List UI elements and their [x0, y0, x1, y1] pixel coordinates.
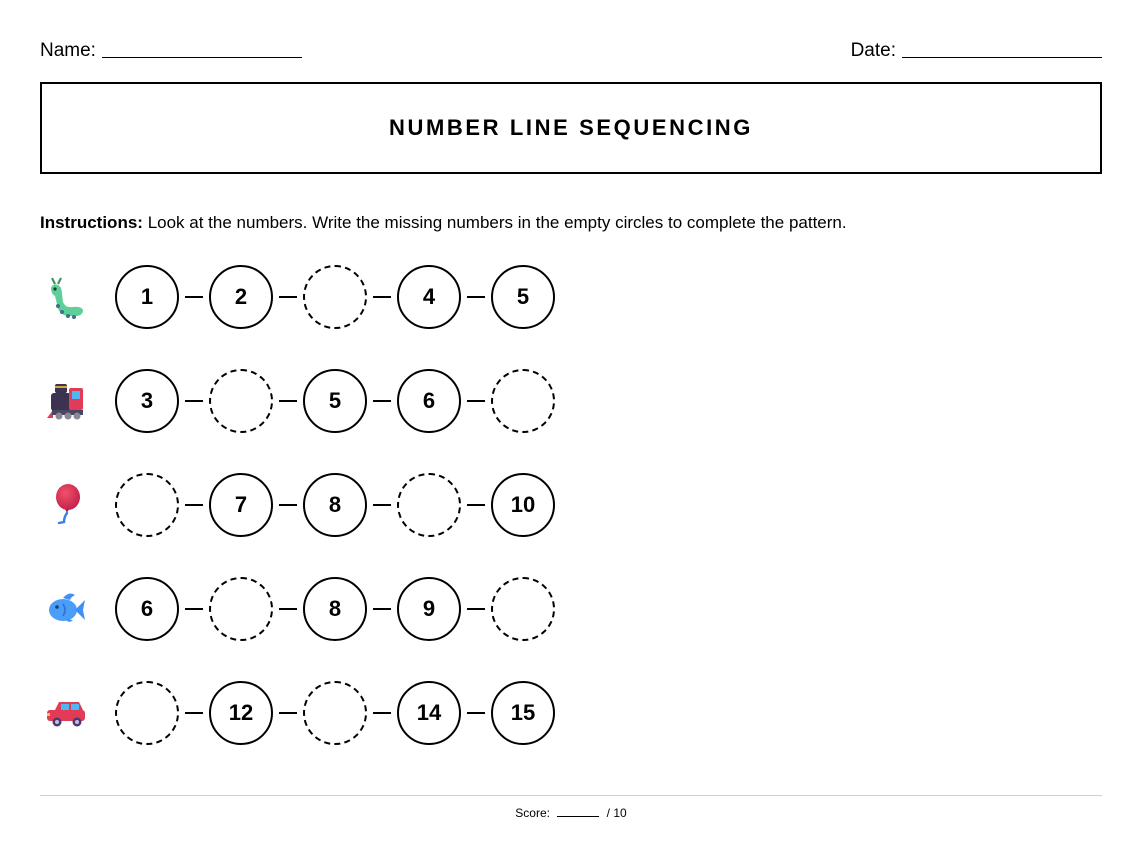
- fish-icon: [40, 583, 92, 635]
- connector-line: [279, 296, 297, 298]
- empty-answer-circle[interactable]: [303, 681, 367, 745]
- score-line: [0, 806, 1142, 820]
- empty-answer-circle[interactable]: [303, 265, 367, 329]
- balloon-icon: [40, 479, 92, 531]
- empty-answer-circle[interactable]: [209, 577, 273, 641]
- number-circle: 10: [491, 473, 555, 537]
- footer-divider: [40, 795, 1102, 796]
- number-circle: 14: [397, 681, 461, 745]
- number-circle: 6: [397, 369, 461, 433]
- number-circle: 5: [491, 265, 555, 329]
- connector-line: [373, 296, 391, 298]
- number-circle: 7: [209, 473, 273, 537]
- number-circle: 9: [397, 577, 461, 641]
- connector-line: [373, 712, 391, 714]
- connector-line: [373, 400, 391, 402]
- empty-answer-circle[interactable]: [491, 369, 555, 433]
- connector-line: [185, 712, 203, 714]
- number-circle: 12: [209, 681, 273, 745]
- connector-line: [467, 400, 485, 402]
- number-circle: 8: [303, 473, 367, 537]
- score-label: Score:: [515, 806, 550, 820]
- instructions-label: Instructions:: [40, 213, 143, 232]
- connector-line: [467, 712, 485, 714]
- name-blank[interactable]: [102, 56, 302, 58]
- caterpillar-icon: [40, 271, 92, 323]
- number-circle: 15: [491, 681, 555, 745]
- header: [40, 38, 1102, 62]
- connector-line: [279, 712, 297, 714]
- sequence-row: [40, 368, 555, 434]
- connector-line: [467, 504, 485, 506]
- name-field: [40, 40, 302, 62]
- empty-answer-circle[interactable]: [209, 369, 273, 433]
- sequence-row: [40, 576, 555, 642]
- car-icon: [40, 687, 92, 739]
- connector-line: [373, 608, 391, 610]
- number-circle: 1: [115, 265, 179, 329]
- connector-line: [185, 608, 203, 610]
- number-circle: 8: [303, 577, 367, 641]
- date-field: [851, 40, 1102, 62]
- sequence-row: [40, 264, 555, 330]
- empty-answer-circle[interactable]: [115, 681, 179, 745]
- instructions-text: Look at the numbers. Write the missing numbers in the empty circles to complete the pattern.: [147, 213, 847, 232]
- connector-line: [185, 400, 203, 402]
- sequence-row: [40, 680, 555, 746]
- connector-line: [185, 296, 203, 298]
- page-title: NUMBER LINE SEQUENCING: [389, 115, 753, 140]
- connector-line: [185, 504, 203, 506]
- date-label: Date:: [850, 40, 896, 61]
- connector-line: [279, 400, 297, 402]
- empty-answer-circle[interactable]: [115, 473, 179, 537]
- connector-line: [279, 504, 297, 506]
- number-circle: 2: [209, 265, 273, 329]
- number-circle: 6: [115, 577, 179, 641]
- name-label: Name:: [40, 40, 96, 61]
- instructions: [40, 213, 847, 233]
- title-box: [40, 82, 1102, 174]
- sequence-row: [40, 472, 555, 538]
- connector-line: [467, 608, 485, 610]
- train-icon: [40, 375, 92, 427]
- empty-answer-circle[interactable]: [397, 473, 461, 537]
- score-blank[interactable]: [557, 815, 599, 817]
- date-blank[interactable]: [902, 56, 1102, 58]
- score-total: / 10: [606, 806, 627, 820]
- number-circle: 3: [115, 369, 179, 433]
- number-circle: 4: [397, 265, 461, 329]
- connector-line: [467, 296, 485, 298]
- connector-line: [373, 504, 391, 506]
- empty-answer-circle[interactable]: [491, 577, 555, 641]
- number-circle: 5: [303, 369, 367, 433]
- connector-line: [279, 608, 297, 610]
